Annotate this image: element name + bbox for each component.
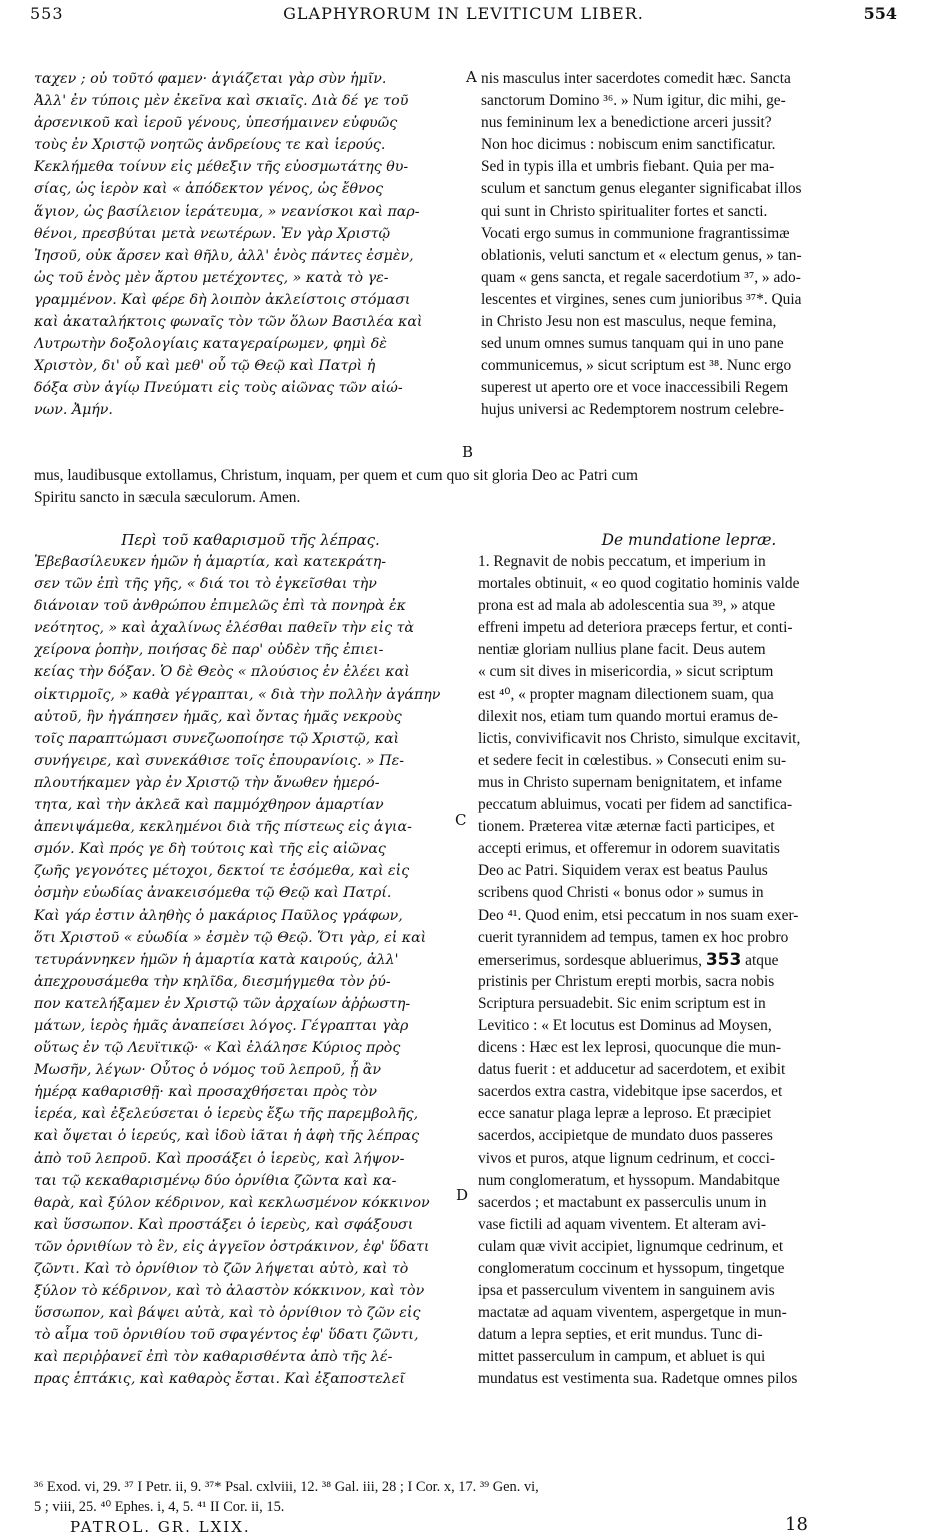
- text-line: τῶν ὀρνιθίων τὸ ἓν, εἰς ἀγγεῖον ὀστράκινον, ἐφ' ὕδατι: [34, 1238, 430, 1255]
- text-line: mactatæ ad aquam viventem, aspergetque in mun-: [478, 1304, 787, 1322]
- text-line: πον κατελήξαμεν ἐν Χριστῷ τῶν ἀρχαίων ἀῤῥωστη-: [34, 995, 411, 1012]
- text-line: τητα, καὶ τὴν ἀκλεᾶ καὶ παμμόχθηρον ἁμαρτίαν: [34, 797, 384, 814]
- text-line: Levitico : « Et locutus est Dominus ad Moysen,: [478, 1016, 772, 1034]
- text-line: culam quæ vivit accipiet, lignumque cedrinum, et: [478, 1237, 784, 1255]
- text-line: effreni impetu ad deteriora præceps fertur, et conti-: [478, 619, 793, 637]
- text-line: ὡς τοῦ ἑνὸς μὲν ἄρτου μετέχοντες, » κατὰ τὸ γε-: [34, 269, 389, 286]
- text-line: mus in Christo supernam benignitatem, et infame: [478, 773, 782, 791]
- section-heading-greek: Περὶ τοῦ καθαρισμοῦ τῆς λέπρας.: [121, 531, 380, 549]
- text-line: sed unum omnes sumus tanquam qui in uno pane: [481, 335, 784, 353]
- text-line: τοῖς παραπτώμασι συνεζωοποίησε τῷ Χριστῷ, καὶ: [34, 730, 400, 747]
- text-line: Χριστὸν, δι' οὗ καὶ μεθ' οὗ τῷ Θεῷ καὶ Πατρὶ ἡ: [34, 358, 376, 375]
- text-line: communicemus, » sicut scriptum est ³⁸. Nunc ergo: [481, 357, 792, 375]
- text-line: Non hoc dicimus : nobiscum enim sanctificatur.: [481, 136, 776, 154]
- text-line: lescentes et virgines, senes cum junioribus ³⁷*. Quia: [481, 290, 802, 308]
- footnotes-line-1: ³⁶ Exod. vi, 29. ³⁷ I Petr. ii, 9. ³⁷* Psal. cxlviii, 12. ³⁸ Gal. iii, 28 ; I Cor. x, 17. ³⁹ Gen. vi,: [34, 1479, 539, 1495]
- text-line: θένοι, πρεσβύται μετὰ νεωτέρων. Ἐν γὰρ Χριστῷ: [34, 225, 391, 242]
- text-line: pristinis per Christum erepti morbis, sacra nobis: [478, 972, 775, 990]
- text-line: nis masculus inter sacerdotes comedit hæc. Sancta: [481, 70, 791, 87]
- margin-letter-b: B: [462, 443, 474, 461]
- page-number-left: 553: [30, 4, 64, 23]
- text-line: sacerdos, accipietque de mundato duos passeres: [478, 1127, 773, 1145]
- text-line: oblationis, veluti sanctum et « electum genus, » tan-: [481, 246, 802, 264]
- text-line: vivos et puros, atque lignum cedrinum, et cocci-: [478, 1149, 776, 1167]
- text-line: cuerit tyrannidem ad tempus, tamen ex hoc probro: [478, 928, 789, 946]
- text-line: hujus universi ac Redemptorem nostrum celebre-: [481, 401, 785, 419]
- text-line: ἀπεχρουσάμεθα τὴν κηλῖδα, διεσμήγμεθα τὸν ῥύ-: [34, 973, 391, 990]
- text-line: quam « gens sancta, et regale sacerdotium ³⁷, » ado-: [481, 268, 801, 286]
- text-line: Μωσῆν, λέγων· Οὗτος ὁ νόμος τοῦ λεπροῦ, ᾗ ἂν: [34, 1062, 381, 1079]
- text-line: νεότητος, » καὶ ἀχαλίνως ἐλέσθαι παθεῖν τὴν εἰς τὰ: [34, 620, 414, 637]
- latin-body-pre: [478, 551, 898, 949]
- text-line: συνήγειρε, καὶ συνεκάθισε τοῖς ἐπουρανίοις. » Πε-: [34, 752, 405, 769]
- text-line: in Christo Jesu non est masculus, neque femina,: [481, 313, 777, 331]
- text-line: ecce sanatur plaga lepræ a leproso. Et præcipiet: [478, 1105, 772, 1123]
- margin-letter-a: A: [466, 68, 477, 86]
- text-line: Sed in typis illa et umbris fiebant. Quia per ma-: [481, 158, 775, 176]
- text-line: sacerdos extra castra, videbitque ipse sacerdos, et: [478, 1083, 783, 1101]
- text-line: ζῶντι. Καὶ τὸ ὀρνίθιον τὸ ζῶν λήψεται αὐτὸ, καὶ τὸ: [34, 1261, 409, 1277]
- text-line: peccatum abluimus, vocati per fidem ad sanctifica-: [478, 796, 793, 814]
- text-line: Ἰησοῦ, οὐκ ἄρσεν καὶ θῆλυ, ἀλλ' ἑνὸς πάντες ἐσμὲν,: [34, 247, 414, 264]
- text-line: nentiæ gloriam nullius plane facit. Deus autem: [478, 641, 766, 659]
- text-line: datus fuerit : et adducetur ad sacerdotem, et exibit: [478, 1061, 786, 1079]
- text-line: Scriptura persuadebit. Sic enim scriptum est in: [478, 994, 766, 1012]
- text-line: datum a lepra septies, et erit mundus. Tunc di-: [478, 1326, 763, 1344]
- text-line: mittet passerculum in campum, et abluet is qui: [478, 1348, 766, 1366]
- margin-letter-d: D: [456, 1186, 469, 1204]
- text-line: sanctorum Domino ³⁶. » Num igitur, dic mihi, ge-: [481, 92, 786, 110]
- text-line: num conglomeratum, et hyssopum. Mandabitque: [478, 1171, 780, 1189]
- text-line: καὶ ἀκαταλήκτοις φωναῖς τὸν τῶν ὅλων Βασιλέα καὶ: [34, 314, 423, 331]
- text-line: ταχεν ; οὐ τοῦτό φαμεν· ἁγιάζεται γὰρ σὺν ἡμῖν.: [34, 71, 387, 87]
- text-line: dicens : Hæc est lex leprosi, quocunque die mun-: [478, 1039, 782, 1057]
- text-line: πρας ἑπτάκις, καὶ καθαρὸς ἔσται. Καὶ ἐξαποστελεῖ: [34, 1371, 405, 1388]
- text-line: Λυτρωτὴν δοξολογίαις καταγεραίρωμεν, φημὶ δὲ: [34, 336, 387, 353]
- text-line: καὶ περιῤῥανεῖ ἐπὶ τὸν καθαρισθέντα ἀπὸ τῆς λέ-: [34, 1349, 393, 1366]
- text-line: ὅτι Χριστοῦ « εὐωδία » ἐσμὲν τῷ Θεῷ. Ὅτι γὰρ, εἰ καὶ: [34, 929, 427, 946]
- text-line: et sedere fecit in cœlestibus. » Consecuti enim su-: [478, 751, 787, 769]
- text-line: prona est ad mala ab adolescentia sua ³⁹, » atque: [478, 597, 776, 615]
- text-line: ται τῷ κεκαθαρισμένῳ δύο ὀρνίθια ζῶντα καὶ κα-: [34, 1172, 397, 1189]
- text-line: ζωῆς γεγονότες μέτοχοι, δεκτοί τε ἐσόμεθα, καὶ εἰς: [34, 863, 410, 880]
- text-line: ἀπενιψάμεθα, κεκλημένοι διὰ τῆς πίστεως εἰς ἁγια-: [34, 819, 412, 836]
- full-width-line: Spiritu sancto in sæcula sæculorum. Amen.: [34, 489, 301, 506]
- full-width-line: mus, laudibusque extollamus, Christum, inquam, per quem et cum quo sit gloria Deo ac Patri cum: [34, 467, 638, 484]
- column-number: 353: [705, 949, 742, 970]
- text-line: Vocati ergo sumus in communione fragrantissimæ: [481, 224, 790, 242]
- text-line: οἰκτιρμοῖς, » καθὰ γέγραπται, « διὰ τὴν πολλὴν ἀγάπην: [34, 686, 441, 703]
- greek-column-body: [34, 551, 460, 1391]
- text-line: κείας τὴν δόξαν. Ὁ δὲ Θεὸς « πλούσιος ἐν ἐλέει καὶ: [34, 664, 410, 681]
- page-number-right: 554: [863, 4, 897, 23]
- text-line: οὕτως ἐν τῷ Λευϊτικῷ· « Καὶ ἐλάλησε Κύριος πρὸς: [34, 1040, 401, 1057]
- latin-body-post: [478, 971, 898, 1391]
- greek-column-top: [34, 68, 467, 422]
- text-line: σεν τῶν ἐπὶ τῆς γῆς, « διά τοι τὸ ἐγκεῖσθαι τὴν: [34, 576, 377, 593]
- text-line: dilexit nos, etiam tum quando mortui eramus de-: [478, 707, 779, 725]
- text-line: Κεκλήμεθα τοίνυν εἰς μέθεξιν τῆς εὐοσμωτάτης θυ-: [34, 159, 409, 176]
- text-line: μάτων, ἱερὸς ἡμᾶς ἀναπείσει λόγος. Γέγραπται γὰρ: [34, 1017, 409, 1034]
- text-line: Deo ⁴¹. Quod enim, etsi peccatum in nos suam exer-: [478, 906, 799, 924]
- text-line: ὕσσωπον, καὶ βάψει αὐτὰ, καὶ τὸ ὀρνίθιον τὸ ζῶν εἰς: [34, 1305, 421, 1322]
- text-line: ἀπὸ τοῦ λεπροῦ. Καὶ προσάξει ὁ ἱερεὺς, καὶ λήψον-: [34, 1150, 405, 1167]
- margin-letter-c: C: [455, 811, 467, 829]
- text-line: est ⁴⁰, « propter magnam dilectionem suam, qua: [478, 685, 774, 703]
- text-line: καὶ ὕσσωπον. Καὶ προστάξει ὁ ἱερεὺς, καὶ σφάξουσι: [34, 1216, 414, 1233]
- text-line: ξύλον τὸ κέδρινον, καὶ τὸ ἀλαστὸν κόκκινον, καὶ τὸν: [34, 1283, 425, 1300]
- latin-line-rest: atque: [741, 951, 779, 969]
- text-line: sculum et sanctum genus eleganter significabat illos: [481, 180, 802, 198]
- page-header: [30, 4, 897, 30]
- text-line: scribens quod Christi « bonus odor » sumus in: [478, 884, 764, 902]
- text-line: νων. Ἀμήν.: [34, 402, 113, 419]
- text-line: Ἐβεβασίλευκεν ἡμῶν ἡ ἁμαρτία, καὶ κατεκράτη-: [34, 554, 387, 570]
- text-line: ὀσμὴν εὐωδίας ἀνακεισόμεθα τῷ Θεῷ καὶ Πατρί.: [34, 885, 392, 902]
- text-line: accepti erimus, et offeremur in odorem suavitatis: [478, 840, 780, 858]
- footer-series: PATROL. GR. LXIX.: [70, 1518, 251, 1536]
- text-line: ἡμέρᾳ καθαρισθῇ· καὶ προσαχθήσεται πρὸς τὸν: [34, 1084, 377, 1101]
- text-line: ipsa et passerculum viventem in sanguinem avis: [478, 1282, 775, 1300]
- latin-column-body: [478, 551, 898, 1391]
- latin-column-top: [481, 68, 897, 422]
- latin-line-lead: emerserimus, sordesque abluerimus,: [478, 951, 702, 969]
- text-line: superest ut aperto ore et voce inaccessibili Regem: [481, 379, 789, 397]
- text-line: πλουτήκαμεν γὰρ ἐν Χριστῷ τὴν ἄνωθεν ἡμερό-: [34, 774, 380, 791]
- section-heading-latin: De mundatione lepræ.: [601, 531, 777, 549]
- text-line: δόξα σὺν ἁγίῳ Πνεύματι εἰς τοὺς αἰῶνας τῶν αἰώ-: [34, 380, 403, 397]
- running-title: GLAPHYRORUM IN LEVITICUM LIBER.: [283, 4, 644, 23]
- text-line: Ἀλλ' ἐν τύποις μὲν ἐκεῖνα καὶ σκιαῖς. Διὰ δέ γε τοῦ: [34, 93, 409, 110]
- text-line: Deo ac Patri. Siquidem verax est beatus Paulus: [478, 862, 768, 880]
- text-line: τοὺς ἐν Χριστῷ νοητῶς ἀνδρείους τε καὶ ἱερούς.: [34, 137, 386, 154]
- text-line: τὸ αἷμα τοῦ ὀρνιθίου τοῦ σφαγέντος ἐφ' ὕδατι ζῶντι,: [34, 1327, 419, 1344]
- text-line: « cum sit dives in misericordia, » sicut scriptum: [478, 663, 774, 681]
- text-line: καὶ ὄψεται ὁ ἱερεύς, καὶ ἰδοὺ ἰᾶται ἡ ἁφὴ τῆς λέπρας: [34, 1128, 420, 1145]
- text-line: [478, 949, 898, 971]
- text-line: conglomeratum coccinum et hyssopum, tingetque: [478, 1260, 785, 1277]
- text-line: vase fictili ad aquam viventem. Et alteram avi-: [478, 1215, 767, 1233]
- text-line: 1. Regnavit de nobis peccatum, et imperium in: [478, 553, 766, 570]
- text-line: sacerdos ; et mactabunt ex passerculis unum in: [478, 1193, 767, 1211]
- text-line: tionem. Præterea vitæ æternæ facti participes, et: [478, 818, 775, 836]
- text-line: qui sunt in Christo spiritualiter fortes et sancti.: [481, 202, 768, 220]
- text-line: διάνοιαν τοῦ ἀνθρώπου ἐπιμελῶς ἐπὶ τὰ πονηρὰ ἐκ: [34, 598, 406, 615]
- text-line: γραμμένον. Καὶ φέρε δὴ λοιπὸν ἀκλείστοις στόμασι: [34, 291, 411, 308]
- text-line: σίας, ὡς ἱερὸν καὶ « ἀπόδεκτον γένος, ὡς ἔθνος: [34, 181, 384, 198]
- text-line: αὐτοῦ, ἣν ἠγάπησεν ἡμᾶς, καὶ ὄντας ἡμᾶς νεκροὺς: [34, 708, 402, 725]
- text-line: θαρὰ, καὶ ξύλον κέδρινον, καὶ κεκλωσμένον κόκκινον: [34, 1194, 430, 1211]
- footer-signature: 18: [785, 1514, 808, 1535]
- text-line: τετυράννηκεν ἡμῶν ἡ ἁμαρτία κατὰ καιρούς, ἀλλ': [34, 951, 399, 968]
- text-line: ἅγιον, ὡς βασίλειον ἱεράτευμα, » νεανίσκοι καὶ παρ-: [34, 203, 420, 220]
- text-line: ἀρσενικοῦ καὶ ἱεροῦ γένους, ὑπεσήμαινεν εὐφυῶς: [34, 115, 398, 132]
- text-line: nus femininum lex a benedictione arceri jussit?: [481, 114, 772, 132]
- text-line: σμόν. Καὶ πρός γε δὴ τούτοις καὶ τῆς εἰς αἰῶνας: [34, 841, 386, 858]
- text-line: lictis, convivificavit nos Christo, simulque excitavit,: [478, 729, 801, 747]
- footnotes-line-2: 5 ; viii, 25. ⁴⁰ Ephes. i, 4, 5. ⁴¹ II Cor. ii, 15.: [34, 1499, 285, 1515]
- text-line: χείρονα ῥοπὴν, ποιήσας δὲ παρ' οὐδὲν τῆς ἐπιει-: [34, 642, 384, 659]
- text-line: mortales obtinuit, « eo quod cogitatio hominis valde: [478, 575, 800, 593]
- text-line: mundatus est vestimenta sua. Radetque omnes pilos: [478, 1370, 798, 1388]
- text-line: ἱερέα, καὶ ἐξελεύσεται ὁ ἱερεὺς ἔξω τῆς παρεμβολῆς,: [34, 1106, 419, 1123]
- text-line: Καὶ γάρ ἐστιν ἀληθὴς ὁ μακάριος Παῦλος γράφων,: [34, 907, 403, 924]
